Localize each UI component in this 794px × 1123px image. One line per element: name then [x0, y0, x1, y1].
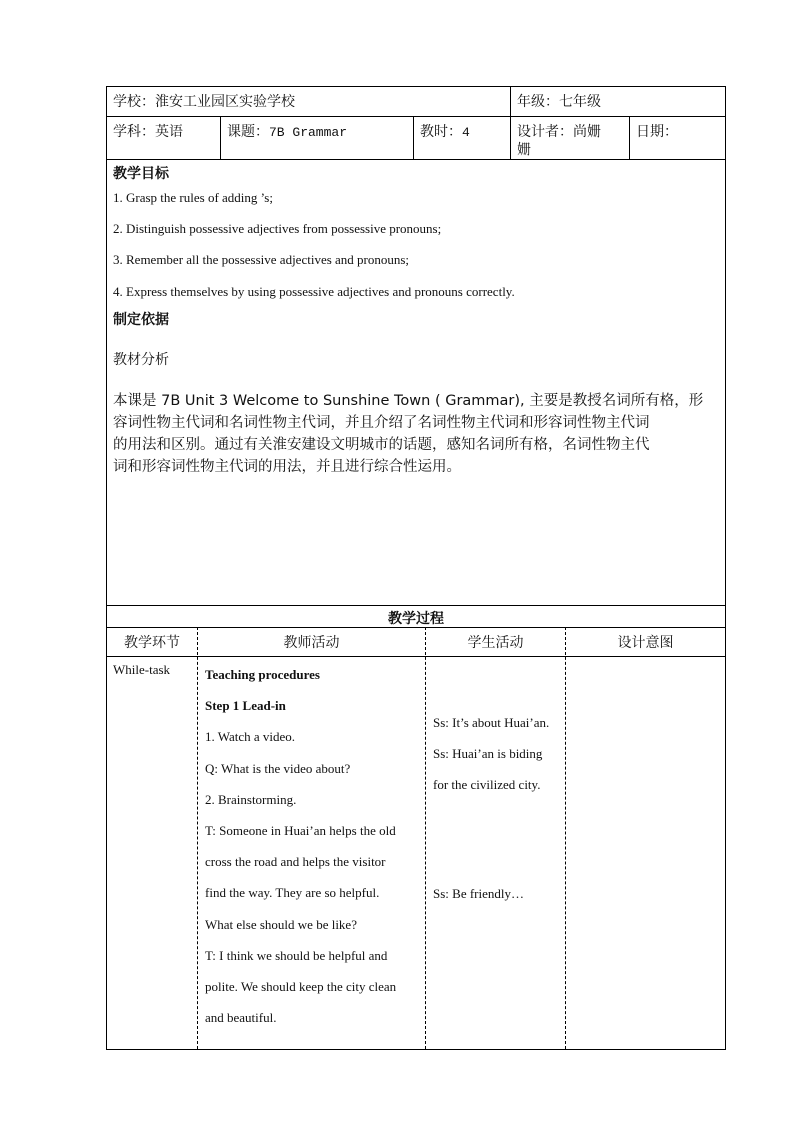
- teacher-line: T: I think we should be helpful and: [205, 948, 388, 963]
- basis-subheading: 教材分析: [113, 352, 169, 368]
- grade-cell: 年级：七年级: [517, 94, 601, 110]
- row1-divider: [510, 86, 511, 116]
- basis-heading: 制定依据: [113, 312, 169, 328]
- date-cell: 日期：: [636, 124, 678, 140]
- period-label: 教时：: [420, 124, 462, 140]
- col-sep-2: [425, 627, 426, 1049]
- designer-cell-wrap: 姗: [517, 142, 531, 158]
- row2-divider-2: [413, 116, 414, 159]
- teacher-line: Q: What is the video about?: [205, 761, 351, 776]
- process-title: 教学过程: [388, 611, 444, 627]
- row2-bottom: [106, 159, 726, 160]
- col-sep-3: [565, 627, 566, 1049]
- teacher-line: T: Someone in Huai’an helps the old: [205, 823, 396, 838]
- row2-divider-3: [510, 116, 511, 159]
- table-border-right: [725, 86, 726, 1050]
- designer-cell: 设计者：尚姗: [517, 124, 601, 140]
- table-border-top: [106, 86, 726, 87]
- row2-divider-4: [629, 116, 630, 159]
- period-cell: [420, 121, 470, 141]
- basis-paragraph-line: 的用法和区别。通过有关淮安建设文明城市的话题，感知名词所有格，名词性物主代: [113, 437, 650, 453]
- teacher-procedures-heading: Teaching procedures: [205, 667, 320, 682]
- basis-paragraph-line: 容词性物主代词和名词性物主代词，并且介绍了名词性物主代词和形容词性物主代词: [113, 415, 650, 431]
- table-border-left: [106, 86, 107, 1050]
- teacher-line: 1. Watch a video.: [205, 729, 296, 744]
- column-header-students: 学生活动: [467, 635, 524, 651]
- process-header-bottom: [106, 656, 726, 657]
- topic-cell: [227, 121, 347, 141]
- student-line: for the civilized city.: [433, 777, 541, 792]
- school-cell: 学校：淮安工业园区实验学校: [113, 94, 295, 110]
- column-header-teacher: 教师活动: [283, 635, 340, 651]
- stage-cell: While-task: [113, 662, 171, 677]
- topic-label: 课题：: [227, 124, 269, 140]
- column-header-intent: 设计意图: [617, 635, 674, 651]
- student-line: Ss: It’s about Huai’an.: [433, 715, 550, 730]
- teacher-line: cross the road and helps the visitor: [205, 854, 386, 869]
- objectives-heading: 教学目标: [113, 166, 169, 182]
- topic-value: 7B Grammar: [269, 125, 348, 140]
- row2-divider-1: [220, 116, 221, 159]
- column-header-stage: 教学环节: [124, 635, 180, 651]
- teacher-line: and beautiful.: [205, 1010, 277, 1025]
- basis-paragraph-line: 词和形容词性物主代词的用法，并且进行综合性运用。: [113, 459, 461, 475]
- period-value: 4: [462, 125, 470, 140]
- objectives-bottom: [106, 605, 726, 606]
- basis-paragraph-line: 本课是 7B Unit 3 Welcome to Sunshine Town ( Grammar), 主要是教授名词所有格，形: [113, 393, 704, 409]
- subject-cell: 学科：英语: [113, 124, 183, 140]
- objective-item: 1. Grasp the rules of adding ’s;: [113, 190, 273, 205]
- teacher-line: 2. Brainstorming.: [205, 792, 297, 807]
- teacher-line: polite. We should keep the city clean: [205, 979, 397, 994]
- teacher-step-heading: Step 1 Lead-in: [205, 698, 286, 713]
- objective-item: 2. Distinguish possessive adjectives from possessive pronouns;: [113, 221, 442, 236]
- teacher-line: find the way. They are so helpful.: [205, 885, 380, 900]
- student-line: Ss: Huai’an is biding: [433, 746, 543, 761]
- col-sep-1: [197, 627, 198, 1049]
- teacher-line: What else should we be like?: [205, 917, 357, 932]
- row1-bottom: [106, 116, 726, 117]
- table-border-bottom: [106, 1049, 726, 1050]
- objective-item: 4. Express themselves by using possessive adjectives and pronouns correctly.: [113, 284, 515, 299]
- objective-item: 3. Remember all the possessive adjectives and pronouns;: [113, 252, 410, 267]
- student-line: Ss: Be friendly…: [433, 886, 524, 901]
